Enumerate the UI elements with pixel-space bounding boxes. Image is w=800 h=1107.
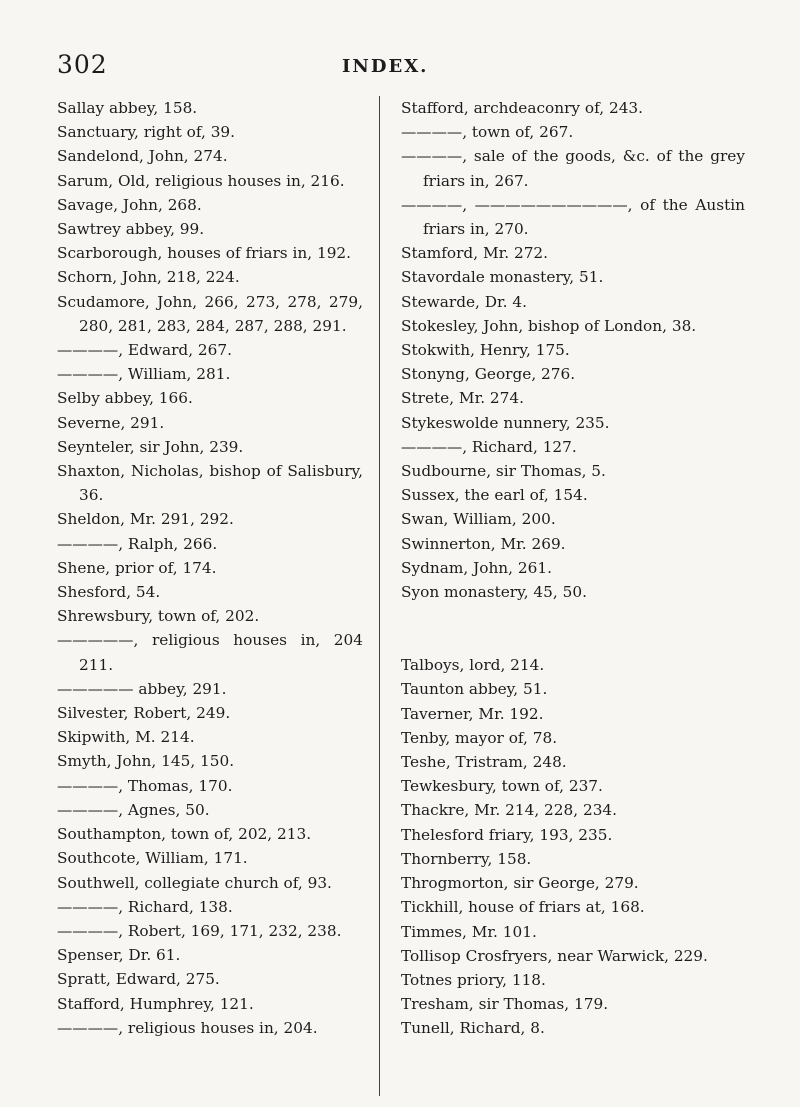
index-entry: ————, William, 281. (57, 365, 231, 384)
index-entry: Stokesley, John, bishop of London, 38. (401, 316, 697, 335)
running-head: INDEX. (342, 56, 429, 77)
index-entry: Swinnerton, Mr. 269. (401, 534, 566, 553)
index-entry: ————, Thomas, 170. (57, 776, 233, 795)
index-entry: Scarborough, houses of friars in, 192. (57, 244, 352, 263)
index-entry: Thornberry, 158. (401, 849, 532, 868)
index-entry: Stavordale monastery, 51. (401, 268, 604, 287)
index-entry: —————, religious houses in, 204 211. (57, 631, 363, 674)
index-entry: ————, religious houses in, 204. (57, 1018, 318, 1037)
index-entry: ————— abbey, 291. (57, 679, 227, 698)
index-entry: Spratt, Edward, 275. (57, 970, 220, 989)
index-entry: Southwell, collegiate church of, 93. (57, 873, 332, 892)
index-entry: Teshe, Tristram, 248. (401, 753, 567, 772)
index-entry: Sheldon, Mr. 291, 292. (57, 510, 234, 529)
index-entry: Syon monastery, 45, 50. (401, 583, 587, 602)
index-entry: Shene, prior of, 174. (57, 558, 217, 577)
index-entry: ————, Edward, 267. (57, 341, 232, 360)
index-entry: ————, town of, 267. (401, 123, 574, 142)
index-entry: Sarum, Old, religious houses in, 216. (57, 171, 345, 190)
index-entry: Swan, William, 200. (401, 510, 556, 529)
index-section-t (401, 653, 745, 1040)
index-entry: ————, Ralph, 266. (57, 534, 218, 553)
index-entry: Savage, John, 268. (57, 195, 202, 214)
index-entry: Taverner, Mr. 192. (401, 704, 544, 723)
index-section-s (401, 96, 745, 604)
index-entry: Sawtrey abbey, 99. (57, 220, 205, 239)
index-entry: Stafford, Humphrey, 121. (57, 994, 254, 1013)
index-entry: Thackre, Mr. 214, 228, 234. (401, 801, 618, 820)
index-entry: Scudamore, John, 266, 273, 278, 279, 280, 281, 283, 284, 287, 288, 291. (57, 292, 363, 335)
index-entry: ————, Richard, 127. (401, 437, 577, 456)
index-entry: Stonyng, George, 276. (401, 365, 576, 384)
index-entry: Silvester, Robert, 249. (57, 704, 231, 723)
page-number: 302 (57, 50, 108, 79)
index-entry: Tewkesbury, town of, 237. (401, 777, 603, 796)
index-entry: Sydnam, John, 261. (401, 558, 552, 577)
index-entry: ————, Agnes, 50. (57, 800, 210, 819)
index-entry: Taunton abbey, 51. (401, 680, 548, 699)
index-entry: Stykeswolde nunnery, 235. (401, 413, 610, 432)
page-header (0, 50, 800, 84)
index-entry: Sandelond, John, 274. (57, 147, 228, 166)
index-entry: Talboys, lord, 214. (401, 656, 545, 675)
index-entry: Thelesford friary, 193, 235. (401, 825, 613, 844)
index-column-left (57, 96, 363, 1040)
index-entry: ————, Robert, 169, 171, 232, 238. (57, 921, 342, 940)
index-entry: Schorn, John, 218, 224. (57, 268, 240, 287)
index-entry: Stamford, Mr. 272. (401, 244, 549, 263)
index-entry: Tenby, mayor of, 78. (401, 728, 558, 747)
index-entry: Strete, Mr. 274. (401, 389, 524, 408)
index-entry: ————, ——————————, of the Austin friars in, 270. (401, 195, 745, 239)
index-entry: Stafford, archdeaconry of, 243. (401, 99, 644, 117)
index-entry: Shaxton, Nicholas, bishop of Salisbury, 36. (57, 462, 363, 505)
index-entry: Totnes priory, 118. (401, 970, 546, 989)
index-entry: Stokwith, Henry, 175. (401, 341, 570, 360)
index-entry: Stewarde, Dr. 4. (401, 292, 527, 311)
index-entry: Skipwith, M. 214. (57, 728, 195, 747)
index-entry: Throgmorton, sir George, 279. (401, 874, 639, 893)
index-entry: Tresham, sir Thomas, 179. (401, 995, 609, 1014)
index-entry: Tickhill, house of friars at, 168. (401, 898, 645, 917)
index-entry: Severne, 291. (57, 413, 165, 432)
index-entry: Shesford, 54. (57, 583, 161, 602)
index-entry: Sallay abbey, 158. (57, 99, 198, 117)
index-entry: ————, Richard, 138. (57, 897, 233, 916)
index-entry: Tunell, Richard, 8. (401, 1019, 545, 1038)
column-divider (379, 96, 380, 1096)
index-entry: Selby abbey, 166. (57, 389, 193, 408)
index-entry: Southcote, William, 171. (57, 849, 248, 868)
index-entry: ————, sale of the goods, &c. of the grey friars in, 267. (401, 147, 745, 190)
index-entry: Tollisop Crosfryers, near Warwick, 229. (401, 946, 708, 965)
index-entry: Sussex, the earl of, 154. (401, 486, 588, 505)
index-entry: Spenser, Dr. 61. (57, 946, 181, 965)
index-entry: Sudbourne, sir Thomas, 5. (401, 462, 606, 481)
index-entry: Smyth, John, 145, 150. (57, 752, 235, 771)
index-entry: Seynteler, sir John, 239. (57, 437, 244, 456)
index-entry: Southampton, town of, 202, 213. (57, 825, 312, 844)
index-entry: Shrewsbury, town of, 202. (57, 607, 260, 626)
index-entry: Sanctuary, right of, 39. (57, 123, 236, 142)
section-gap (401, 604, 745, 653)
index-entry: Timmes, Mr. 101. (401, 922, 537, 941)
index-column-right (401, 96, 745, 1041)
